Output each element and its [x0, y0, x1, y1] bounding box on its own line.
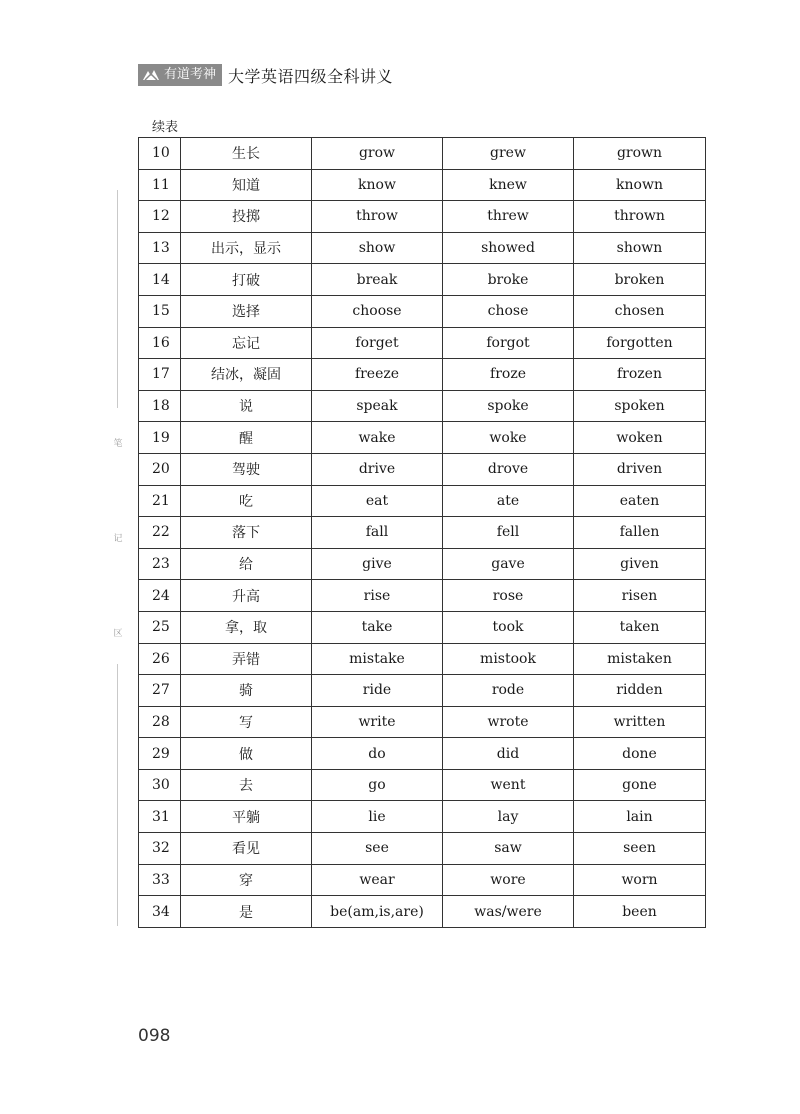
past-tense-cell: forgot — [443, 327, 574, 359]
chinese-meaning-cell: 是 — [181, 896, 312, 928]
row-number-cell: 24 — [139, 580, 181, 612]
past-participle-cell: shown — [574, 232, 706, 264]
row-number-cell: 34 — [139, 896, 181, 928]
base-form-cell: eat — [312, 485, 443, 517]
past-tense-cell: saw — [443, 833, 574, 865]
brand-tag — [138, 64, 222, 86]
table-row — [139, 327, 706, 359]
table-row — [139, 580, 706, 612]
base-form-cell: wear — [312, 864, 443, 896]
table-row — [139, 833, 706, 865]
base-form-cell: ride — [312, 675, 443, 707]
past-tense-cell: did — [443, 738, 574, 770]
past-participle-cell: grown — [574, 138, 706, 170]
past-participle-cell: driven — [574, 453, 706, 485]
base-form-cell: choose — [312, 295, 443, 327]
chinese-meaning-cell: 吃 — [181, 485, 312, 517]
past-tense-cell: threw — [443, 201, 574, 233]
chinese-meaning-cell: 拿，取 — [181, 611, 312, 643]
base-form-cell: give — [312, 548, 443, 580]
page-header — [138, 63, 393, 87]
past-tense-cell: knew — [443, 169, 574, 201]
chinese-meaning-cell: 知道 — [181, 169, 312, 201]
past-tense-cell: lay — [443, 801, 574, 833]
row-number-cell: 10 — [139, 138, 181, 170]
chinese-meaning-cell: 去 — [181, 769, 312, 801]
base-form-cell: know — [312, 169, 443, 201]
base-form-cell: drive — [312, 453, 443, 485]
base-form-cell: forget — [312, 327, 443, 359]
chinese-meaning-cell: 给 — [181, 548, 312, 580]
chinese-meaning-cell: 平躺 — [181, 801, 312, 833]
past-participle-cell: lain — [574, 801, 706, 833]
past-tense-cell: mistook — [443, 643, 574, 675]
row-number-cell: 11 — [139, 169, 181, 201]
base-form-cell: take — [312, 611, 443, 643]
table-row — [139, 264, 706, 296]
chinese-meaning-cell: 落下 — [181, 517, 312, 549]
row-number-cell: 17 — [139, 359, 181, 391]
past-participle-cell: thrown — [574, 201, 706, 233]
table-row — [139, 295, 706, 327]
table-row — [139, 138, 706, 170]
row-number-cell: 13 — [139, 232, 181, 264]
row-number-cell: 25 — [139, 611, 181, 643]
past-participle-cell: done — [574, 738, 706, 770]
table-row — [139, 453, 706, 485]
chinese-meaning-cell: 驾驶 — [181, 453, 312, 485]
row-number-cell: 23 — [139, 548, 181, 580]
chinese-meaning-cell: 投掷 — [181, 201, 312, 233]
table-row — [139, 485, 706, 517]
row-number-cell: 14 — [139, 264, 181, 296]
notes-label-char-3: 区 — [113, 629, 123, 639]
table-row — [139, 864, 706, 896]
irregular-verbs-table — [138, 137, 706, 928]
chinese-meaning-cell: 看见 — [181, 833, 312, 865]
past-participle-cell: frozen — [574, 359, 706, 391]
chinese-meaning-cell: 选择 — [181, 295, 312, 327]
base-form-cell: mistake — [312, 643, 443, 675]
past-participle-cell: risen — [574, 580, 706, 612]
base-form-cell: be(am,is,are) — [312, 896, 443, 928]
table-row — [139, 359, 706, 391]
past-participle-cell: fallen — [574, 517, 706, 549]
row-number-cell: 16 — [139, 327, 181, 359]
table-row — [139, 422, 706, 454]
chinese-meaning-cell: 穿 — [181, 864, 312, 896]
past-participle-cell: seen — [574, 833, 706, 865]
notes-label-char-2: 记 — [113, 534, 123, 544]
row-number-cell: 28 — [139, 706, 181, 738]
chinese-meaning-cell: 生长 — [181, 138, 312, 170]
past-tense-cell: spoke — [443, 390, 574, 422]
past-participle-cell: been — [574, 896, 706, 928]
page-number: 098 — [138, 1026, 171, 1046]
row-number-cell: 32 — [139, 833, 181, 865]
row-number-cell: 22 — [139, 517, 181, 549]
past-participle-cell: given — [574, 548, 706, 580]
past-tense-cell: wrote — [443, 706, 574, 738]
past-participle-cell: written — [574, 706, 706, 738]
base-form-cell: wake — [312, 422, 443, 454]
past-participle-cell: spoken — [574, 390, 706, 422]
past-tense-cell: wore — [443, 864, 574, 896]
past-tense-cell: drove — [443, 453, 574, 485]
chinese-meaning-cell: 说 — [181, 390, 312, 422]
chinese-meaning-cell: 结冰，凝固 — [181, 359, 312, 391]
past-participle-cell: taken — [574, 611, 706, 643]
past-tense-cell: took — [443, 611, 574, 643]
past-tense-cell: grew — [443, 138, 574, 170]
table-caption: 续表 — [152, 120, 179, 135]
chinese-meaning-cell: 出示，显示 — [181, 232, 312, 264]
past-tense-cell: went — [443, 769, 574, 801]
base-form-cell: write — [312, 706, 443, 738]
past-participle-cell: known — [574, 169, 706, 201]
base-form-cell: see — [312, 833, 443, 865]
past-participle-cell: mistaken — [574, 643, 706, 675]
past-tense-cell: fell — [443, 517, 574, 549]
base-form-cell: show — [312, 232, 443, 264]
row-number-cell: 15 — [139, 295, 181, 327]
past-tense-cell: froze — [443, 359, 574, 391]
past-participle-cell: ridden — [574, 675, 706, 707]
table-row — [139, 390, 706, 422]
row-number-cell: 29 — [139, 738, 181, 770]
row-number-cell: 20 — [139, 453, 181, 485]
table-row — [139, 801, 706, 833]
table-row — [139, 232, 706, 264]
past-tense-cell: broke — [443, 264, 574, 296]
row-number-cell: 21 — [139, 485, 181, 517]
notes-divider-bottom — [117, 664, 118, 926]
verb-table-body — [139, 138, 706, 928]
table-row — [139, 769, 706, 801]
chinese-meaning-cell: 骑 — [181, 675, 312, 707]
past-participle-cell: chosen — [574, 295, 706, 327]
table-row — [139, 517, 706, 549]
past-tense-cell: ate — [443, 485, 574, 517]
notes-divider-top — [117, 190, 118, 408]
chinese-meaning-cell: 打破 — [181, 264, 312, 296]
base-form-cell: rise — [312, 580, 443, 612]
chinese-meaning-cell: 忘记 — [181, 327, 312, 359]
base-form-cell: go — [312, 769, 443, 801]
base-form-cell: throw — [312, 201, 443, 233]
past-participle-cell: forgotten — [574, 327, 706, 359]
base-form-cell: freeze — [312, 359, 443, 391]
past-tense-cell: chose — [443, 295, 574, 327]
base-form-cell: speak — [312, 390, 443, 422]
base-form-cell: grow — [312, 138, 443, 170]
chinese-meaning-cell: 醒 — [181, 422, 312, 454]
past-participle-cell: woken — [574, 422, 706, 454]
row-number-cell: 31 — [139, 801, 181, 833]
table-row — [139, 548, 706, 580]
chinese-meaning-cell: 写 — [181, 706, 312, 738]
base-form-cell: do — [312, 738, 443, 770]
table-row — [139, 643, 706, 675]
past-tense-cell: showed — [443, 232, 574, 264]
base-form-cell: break — [312, 264, 443, 296]
row-number-cell: 18 — [139, 390, 181, 422]
base-form-cell: fall — [312, 517, 443, 549]
past-participle-cell: gone — [574, 769, 706, 801]
table-row — [139, 896, 706, 928]
table-row — [139, 611, 706, 643]
book-title: 大学英语四级全科讲义 — [228, 66, 394, 86]
past-tense-cell: gave — [443, 548, 574, 580]
past-participle-cell: eaten — [574, 485, 706, 517]
past-tense-cell: woke — [443, 422, 574, 454]
table-row — [139, 706, 706, 738]
chinese-meaning-cell: 做 — [181, 738, 312, 770]
past-tense-cell: was/were — [443, 896, 574, 928]
past-participle-cell: broken — [574, 264, 706, 296]
chinese-meaning-cell: 弄错 — [181, 643, 312, 675]
past-tense-cell: rose — [443, 580, 574, 612]
table-row — [139, 201, 706, 233]
row-number-cell: 30 — [139, 769, 181, 801]
table-row — [139, 675, 706, 707]
notes-label-char-1: 笔 — [113, 439, 123, 449]
past-tense-cell: rode — [443, 675, 574, 707]
row-number-cell: 19 — [139, 422, 181, 454]
row-number-cell: 26 — [139, 643, 181, 675]
row-number-cell: 33 — [139, 864, 181, 896]
past-participle-cell: worn — [574, 864, 706, 896]
base-form-cell: lie — [312, 801, 443, 833]
row-number-cell: 12 — [139, 201, 181, 233]
table-row — [139, 169, 706, 201]
brand-logo-icon — [142, 68, 160, 82]
table-row — [139, 738, 706, 770]
chinese-meaning-cell: 升高 — [181, 580, 312, 612]
row-number-cell: 27 — [139, 675, 181, 707]
brand-label: 有道考神 — [164, 67, 217, 82]
